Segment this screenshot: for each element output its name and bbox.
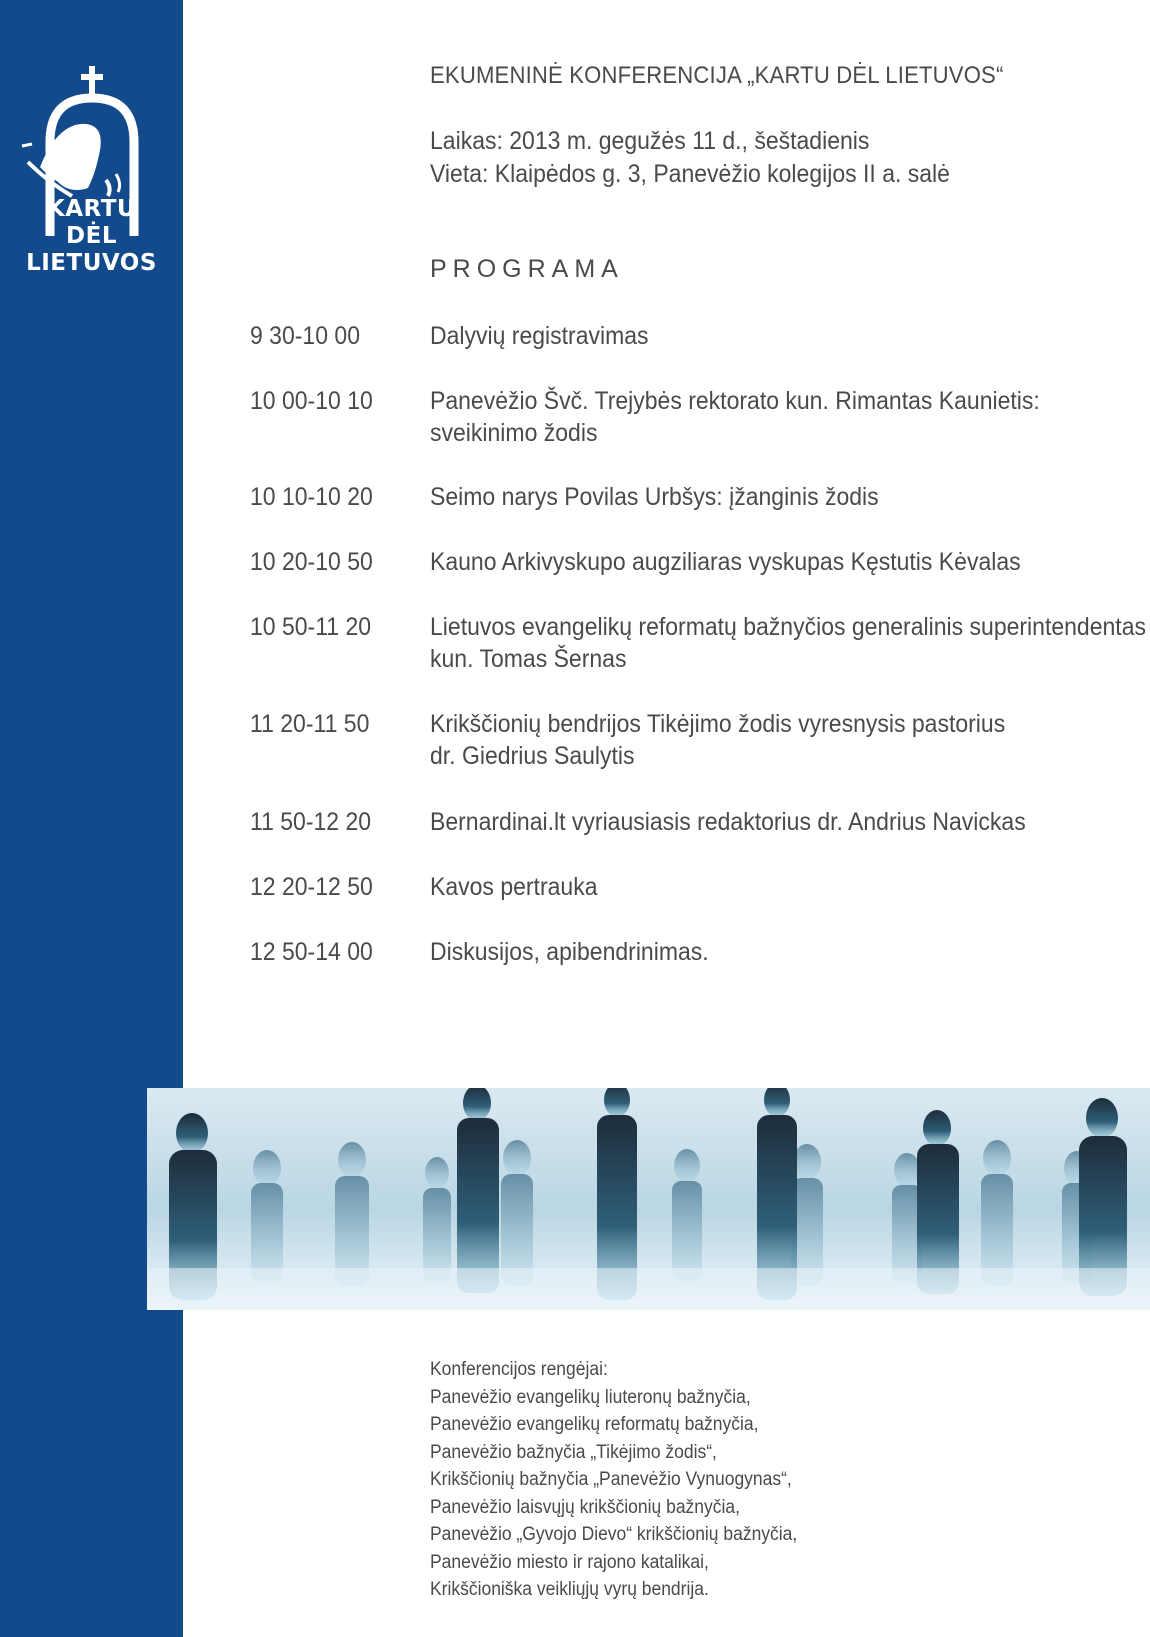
program-desc-line: Krikščionių bendrijos Tikėjimo žodis vyresnysis pastorius	[430, 710, 1006, 738]
program-desc	[430, 385, 1129, 449]
logo-line: LIETUVOS	[26, 250, 157, 276]
event-place: Vieta: Klaipėdos g. 3, Panevėžio kolegijos II a. salė	[430, 160, 950, 188]
program-desc	[430, 708, 1129, 772]
program-desc	[430, 546, 1129, 578]
organizer-item: Panevėžio laisvųjų krikščionių bažnyčia,	[430, 1496, 740, 1518]
program-desc-line: Kauno Arkivyskupo augziliaras vyskupas Kęstutis Kėvalas	[430, 548, 1021, 576]
sidebar	[0, 0, 183, 1637]
event-info	[430, 125, 995, 191]
program-desc-line: sveikinimo žodis	[430, 419, 598, 447]
organizers-heading: Konferencijos rengėjai:	[430, 1359, 608, 1380]
organizer-item: Panevėžio bažnyčia „Tikėjimo žodis“,	[430, 1441, 717, 1463]
program-desc-line: dr. Giedrius Saulytis	[430, 742, 635, 770]
program-desc	[430, 481, 1129, 513]
program-desc-line: Lietuvos evangelikų reformatų bažnyčios generalinis superintendentas	[430, 613, 1146, 641]
logo-line: KARTU	[46, 196, 137, 222]
program-time: 11 20-11 50	[250, 710, 370, 738]
conference-title: EKUMENINĖ KONFERENCIJA „KARTU DĖL LIETUVOS“	[430, 62, 1004, 89]
program-desc	[430, 871, 1129, 903]
logo-text	[0, 196, 183, 277]
program-heading: PROGRAMA	[430, 255, 624, 283]
organizer-item: Panevėžio „Gyvojo Dievo“ krikščionių bažnyčia,	[430, 1524, 798, 1545]
program-desc-line: Kavos pertrauka	[430, 873, 598, 901]
program-desc	[430, 936, 1129, 968]
program-time: 10 10-10 20	[250, 483, 373, 511]
organizer-item: Panevėžio miesto ir rajono katalikai,	[430, 1551, 709, 1573]
program-time: 10 50-11 20	[250, 613, 372, 641]
event-time: Laikas: 2013 m. gegužės 11 d., šeštadienis	[430, 127, 870, 155]
program-desc-line: kun. Tomas Šernas	[430, 645, 627, 673]
program-desc	[430, 806, 1129, 838]
program-time: 12 50-14 00	[250, 938, 373, 966]
program-time: 10 00-10 10	[250, 387, 373, 415]
program-time: 10 20-10 50	[250, 548, 373, 576]
program-desc	[430, 320, 1129, 352]
organizer-item: Krikščionių bažnyčia „Panevėžio Vynuogynas“,	[430, 1469, 792, 1490]
program-desc-line: Seimo narys Povilas Urbšys: įžanginis žodis	[430, 483, 879, 511]
people-crowd-image	[147, 1088, 1150, 1310]
logo-line: DĖL	[66, 223, 117, 249]
program-time: 11 50-12 20	[250, 808, 372, 836]
organizer-item: Panevėžio evangelikų reformatų bažnyčia,	[430, 1414, 759, 1435]
program-desc	[430, 611, 1146, 675]
program-desc-line: Diskusijos, apibendrinimas.	[430, 938, 709, 966]
organizer-item: Krikščioniška veikliųjų vyrų bendrija.	[430, 1579, 709, 1600]
organizer-item: Panevėžio evangelikų liuteronų bažnyčia,	[430, 1386, 751, 1408]
program-desc-line: Panevėžio Švč. Trejybės rektorato kun. Rimantas Kaunietis:	[430, 387, 1040, 415]
program-time: 9 30-10 00	[250, 322, 360, 350]
organizers	[430, 1356, 829, 1604]
program-time: 12 20-12 50	[250, 873, 373, 901]
program-desc-line: Bernardinai.lt vyriausiasis redaktorius dr. Andrius Navickas	[430, 808, 1026, 836]
program-desc-line: Dalyvių registravimas	[430, 322, 649, 350]
